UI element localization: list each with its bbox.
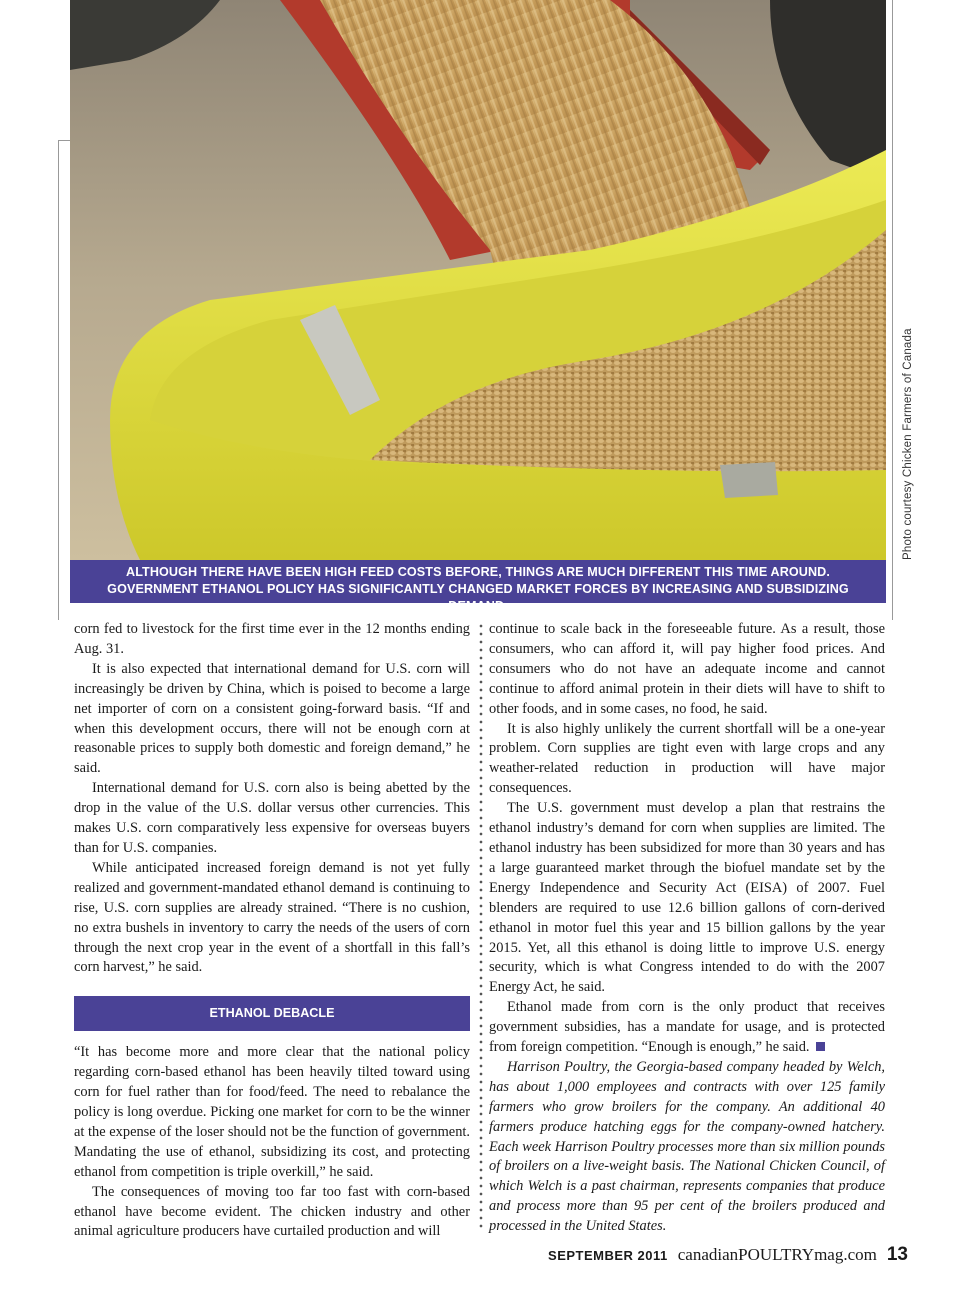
- crop-mark: [892, 0, 893, 620]
- photo-credit: Photo courtesy Chicken Farmers of Canada: [902, 328, 914, 560]
- issue-date: SEPTEMBER 2011: [548, 1248, 668, 1263]
- author-bio: Harrison Poultry, the Georgia-based company headed by Welch, has about 1,000 employees and contracts with over 125 family farmers who grow broilers for the company. An additional 40 farmers produce hatching eggs for the company-owned hatchery. Each week Harrison Poultry processes more than six million pounds of broilers on a live-weight basis. The National Chicken Council, of which Welch is a past chairman, represents companies that produce and process more than 95 per cent of the broilers produced and processed in the United States.: [489, 1058, 885, 1235]
- paragraph: It is also expected that international demand for U.S. corn will increasingly be driven by China, which is poised to become a large net importer of corn on a consistent going-forward basis. “If and when this development occurs, there will not be enough corn at reasonable prices to supply both domestic and foreign demand,” he said.: [74, 660, 470, 777]
- paragraph: International demand for U.S. corn also is being abetted by the drop in the value of the U.S. dollar versus other currencies. This makes U.S. corn comparatively less expensive for overseas buyers than for U.S. companies.: [74, 780, 470, 856]
- paragraph: The consequences of moving too far too fast with corn-based ethanol have become evident. The chicken industry and other animal agriculture producers have curtailed production and will: [74, 1183, 470, 1240]
- website-link[interactable]: canadianPOULTRYmag.com: [677, 1245, 877, 1264]
- page-footer: [548, 1244, 908, 1266]
- paragraph: [489, 998, 885, 1058]
- paragraph-text: Ethanol made from corn is the only product that receives government subsidies, has a mandate for usage, and is protected from foreign competition. “Enough is enough,” he said.: [489, 999, 885, 1056]
- section-subhead: ETHANOL DEBACLE: [74, 996, 470, 1031]
- photo-caption: ALTHOUGH THERE HAVE BEEN HIGH FEED COSTS BEFORE, THINGS ARE MUCH DIFFERENT THIS TIME AROUND. GOVERNMENT ETHANOL POLICY HAS SIGNIFICANTLY CHANGED MARKET FORCES BY INCREASING AND SUBSIDIZING DEMAND.: [70, 560, 886, 603]
- crop-mark: [58, 140, 59, 620]
- feature-photo: [70, 0, 886, 560]
- article-column-right: [489, 620, 885, 1237]
- paragraph: continue to scale back in the foreseeable future. As a result, those consumers, who can afford it, will pay higher food prices. And consumers who do not have an adequate income and cannot continue to afford animal protein in their diets will have to shift to other foods, and in some cases, no food, he said.: [489, 621, 885, 717]
- page-number: 13: [886, 1244, 908, 1265]
- paragraph: It is also highly unlikely the current shortfall will be a one-year problem. Corn supplies are tight even with large crops and any weather-related reduction in production will have major consequences.: [489, 720, 885, 797]
- column-divider: [479, 622, 483, 1232]
- paragraph: corn fed to livestock for the first time ever in the 12 months ending Aug. 31.: [74, 621, 470, 657]
- corn-pouring-illustration: [70, 0, 886, 560]
- paragraph: “It has become more and more clear that the national policy regarding corn-based ethanol has been heavily tilted toward using corn for fuel rather than for food/feed. The need to rebalance the policy is long overdue. Picking one market for corn to be the winner at the expense of the loser should not be the function of government. Mandating the use of ethanol, subsidizing its cost, and protecting ethanol from competition is triple overkill,” he said.: [74, 1044, 470, 1180]
- end-mark-icon: [816, 1042, 825, 1051]
- paragraph: While anticipated increased foreign demand is not yet fully realized and government-mandated ethanol demand is continuing to rise, U.S. corn supplies are already strained. “There is no cushion, no extra bushels in inventory to carry the needs of the users of corn through the next crop year in the event of a shortfall in this fall’s corn harvest,” he said.: [74, 859, 470, 976]
- article-column-left: [74, 620, 470, 1242]
- paragraph: The U.S. government must develop a plan that restrains the ethanol industry’s demand for corn when supplies are limited. The ethanol industry has been subsidized for more than 30 years and has a large guaranteed market through the biofuel mandate set by the Energy Independence and Security Act (EISA) of 2007. Fuel blenders are required to use 12.6 billion gallons of corn-derived ethanol in motor fuel this year and 15 billion gallons by the year 2015. Yet, all this ethanol is doing little to improve U.S. energy security, which is what Congress intended to do with the 2007 Energy Act, he said.: [489, 800, 885, 996]
